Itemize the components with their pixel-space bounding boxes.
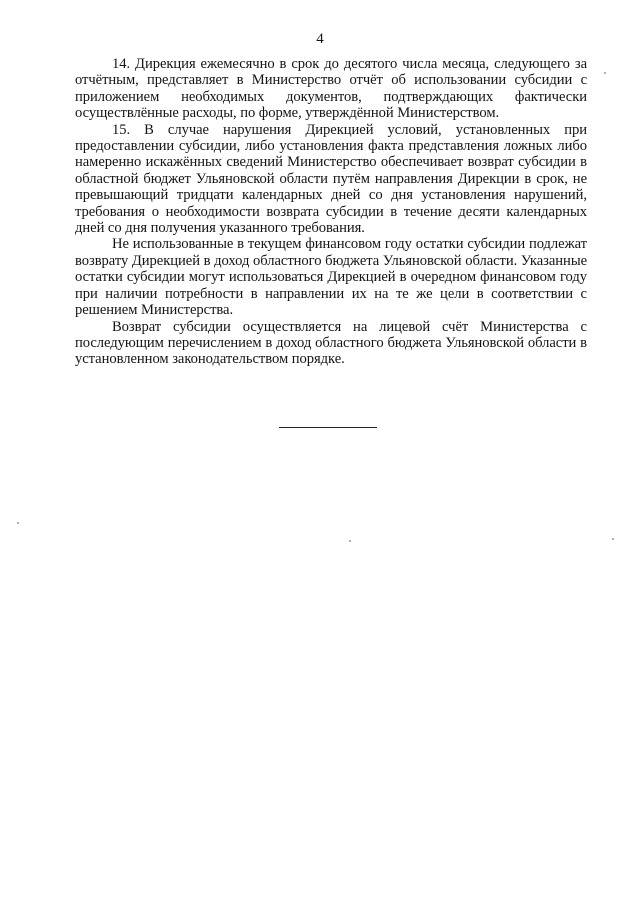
scan-speck xyxy=(349,540,351,542)
scan-speck xyxy=(604,72,606,74)
end-divider-line xyxy=(279,427,377,428)
paragraph-15: 15. В случае нарушения Дирекцией условий, установленных при предоставлении субсидии, либо установления факта представления ложных либо намеренно искажённых сведений Министерство обеспечивает возврат субсидии в областной бюджет Ульяновской области путём направления Дирекции в срок, не превышающий тридцати календарных дней со дня установления нарушений, требования о необходимости возврата субсидии в течение десяти календарных дней со дня получения указанного требования. xyxy=(75,121,587,237)
page-number: 4 xyxy=(316,31,324,47)
document-body xyxy=(75,56,587,368)
paragraph-14: 14. Дирекция ежемесячно в срок до десятого числа месяца, следующего за отчётным, представляет в Министерство отчёт об использовании субсидии с приложением необходимых документов, подтверждающих фактически осуществлённые расходы, по форме, утверждённой Министерством. xyxy=(75,56,587,122)
scan-speck xyxy=(612,538,614,540)
paragraph-refund: Возврат субсидии осуществляется на лицевой счёт Министерства с последующим перечислением в доход областного бюджета Ульяновской области в установленном законодательством порядке. xyxy=(75,318,587,368)
scan-speck xyxy=(17,522,19,524)
paragraph-unused-balance: Не использованные в текущем финансовом году остатки субсидии подлежат возврату Дирекцией в доход областного бюджета Ульяновской области. Указанные остатки субсидии могут использоваться Дирекцией в очередном финансовом году при наличии потребности в направлении их на те же цели в соответствии с решением Министерства. xyxy=(75,236,587,319)
